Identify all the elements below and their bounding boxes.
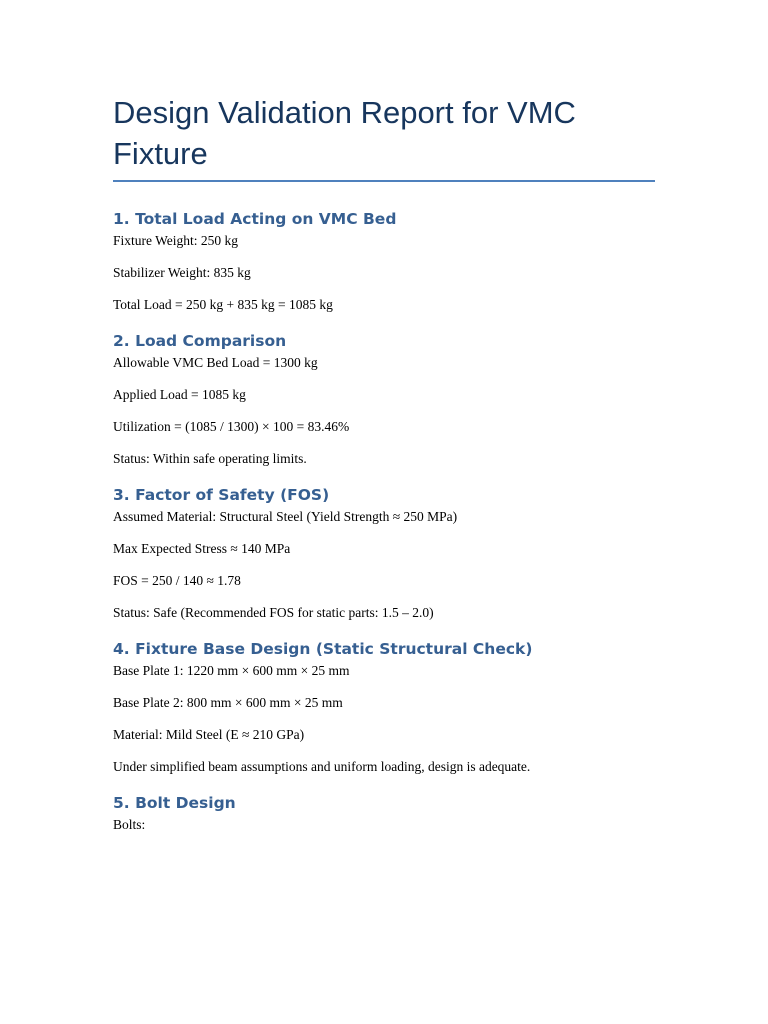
- paragraph: Under simplified beam assumptions and uniform loading, design is adequate.: [113, 759, 531, 774]
- section-load-comparison: [113, 330, 655, 468]
- section-heading: 1. Total Load Acting on VMC Bed: [113, 210, 397, 228]
- section-fixture-base-design: [113, 638, 655, 776]
- paragraph: Base Plate 2: 800 mm × 600 mm × 25 mm: [113, 695, 343, 710]
- section-heading: 5. Bolt Design: [113, 794, 236, 812]
- section-heading: 3. Factor of Safety (FOS): [113, 486, 330, 504]
- paragraph: Allowable VMC Bed Load = 1300 kg: [113, 355, 318, 370]
- paragraph: Status: Within safe operating limits.: [113, 451, 307, 466]
- paragraph: Bolts:: [113, 817, 146, 832]
- document-page: [113, 92, 655, 848]
- section-heading: 4. Fixture Base Design (Static Structural Check): [113, 640, 533, 658]
- paragraph: Status: Safe (Recommended FOS for static parts: 1.5 – 2.0): [113, 605, 434, 620]
- paragraph: Stabilizer Weight: 835 kg: [113, 265, 251, 280]
- paragraph: FOS = 250 / 140 ≈ 1.78: [113, 573, 241, 588]
- paragraph: Base Plate 1: 1220 mm × 600 mm × 25 mm: [113, 663, 350, 678]
- title-divider: [113, 180, 655, 182]
- section-factor-of-safety: [113, 484, 655, 622]
- section-bolt-design: [113, 792, 655, 834]
- paragraph: Utilization = (1085 / 1300) × 100 = 83.46%: [113, 419, 350, 434]
- paragraph: Applied Load = 1085 kg: [113, 387, 246, 402]
- paragraph: Total Load = 250 kg + 835 kg = 1085 kg: [113, 297, 333, 312]
- document-title: [113, 92, 655, 180]
- section-heading: 2. Load Comparison: [113, 332, 287, 350]
- section-total-load: [113, 208, 655, 314]
- paragraph: Max Expected Stress ≈ 140 MPa: [113, 541, 291, 556]
- paragraph: Fixture Weight: 250 kg: [113, 233, 239, 248]
- title-line-1: Design Validation Report for VMC: [113, 95, 576, 130]
- paragraph: Material: Mild Steel (E ≈ 210 GPa): [113, 727, 305, 742]
- title-line-2: Fixture: [113, 136, 208, 171]
- paragraph: Assumed Material: Structural Steel (Yield Strength ≈ 250 MPa): [113, 509, 458, 524]
